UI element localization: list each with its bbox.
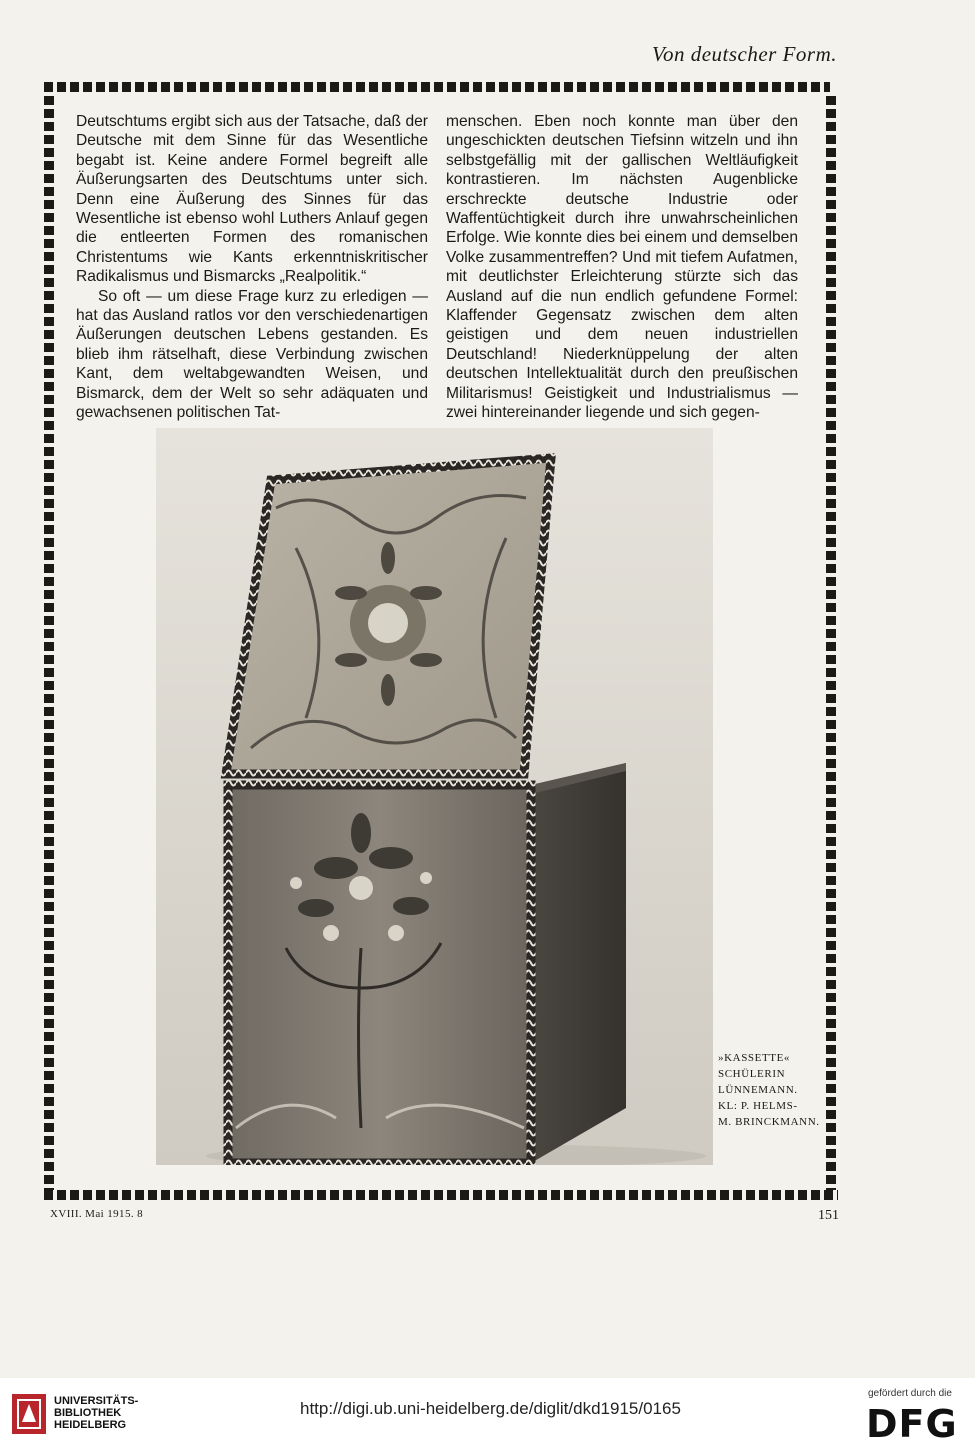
caption-line: »KASSETTE«	[718, 1052, 790, 1064]
page-number: 151	[818, 1208, 839, 1223]
photo-caption	[718, 1050, 820, 1130]
embroidered-box-photo	[156, 428, 713, 1165]
funding-note: gefördert durch die	[868, 1388, 952, 1399]
issue-info: XVIII. Mai 1915. 8	[50, 1208, 144, 1220]
source-url-link[interactable]: http://digi.ub.uni-heidelberg.de/diglit/dkd1915/0165	[300, 1399, 681, 1418]
library-name-line: UNIVERSITÄTS-	[54, 1395, 139, 1407]
paragraph: Deutschtums ergibt sich aus der Tatsache, daß der Deutsche mit dem Sinne für das Wesentliche begabt ist. Keine andere Formel begreift alle Äußerungsarten des Deutschtums unter sich. Denn eine Äußerung des Sinnes für das Wesentliche ist ebenso wohl Luthers Anlauf gegen die entleerten Formen des romanischen Christentums wie Kants erkenntniskritischer Radikalismus und Bismarcks „Realpolitik.“	[76, 113, 428, 286]
library-name-line: HEIDELBERG	[54, 1419, 127, 1431]
ornamental-border-right	[826, 96, 836, 1190]
caption-line: SCHÜLERIN	[718, 1068, 786, 1080]
caption-line: LÜNNEMANN.	[718, 1084, 798, 1096]
paragraph: So oft — um diese Frage kurz zu erledigen — hat das Ausland ratlos vor den verschiedenartigen Äußerungen deutschen Lebens gestanden. Es blieb ihm rätselhaft, diese Verbindung zwischen Kant, dem weltabgewandten Weisen, und Bismarck, dem der Welt so sehr adäquaten und gewachsenen politischen Tat-	[76, 287, 428, 422]
dfg-logo: DFG	[866, 1402, 958, 1446]
running-header: Von deutscher Form.	[651, 42, 837, 66]
ornamental-border-bottom	[44, 1190, 838, 1200]
text-column-right	[446, 112, 798, 423]
casket-illustration	[156, 428, 713, 1165]
library-name	[54, 1395, 138, 1431]
text-column-left	[76, 112, 428, 423]
caption-line: M. BRINCKMANN.	[718, 1116, 820, 1128]
university-seal-icon	[10, 1392, 48, 1442]
caption-line: KL: P. HELMS-	[718, 1100, 798, 1112]
ornamental-border-top	[44, 82, 830, 92]
library-name-line: BIBLIOTHEK	[54, 1407, 122, 1419]
paragraph: menschen. Eben noch konnte man über den ungeschickten deutschen Tiefsinn witzeln und ihn selbstgefällig mit der gallischen Weltläufigkeit kontrastieren. Im nächsten Augenblicke erschreckte deutsche Industrie oder Waffentüchtigkeit durch ihre unwahrscheinlichen Erfolge. Wie konnte dies bei einem und demselben Volke zusammentreffen? Und mit tiefem Aufatmen, mit deutlichster Erleichterung stürzte sich das Ausland auf die nun endlich gefundene Formel: Klaffender Gegensatz zwischen dem alten geistigen und dem neuen industriellen Deutschland! Niederknüppelung der alten deutschen Intellektualität durch den preußischen Militarismus! Geistigkeit und Industrialismus — zwei hintereinander liegende und sich gegen-	[446, 113, 798, 422]
ornamental-border-left	[44, 96, 54, 1190]
